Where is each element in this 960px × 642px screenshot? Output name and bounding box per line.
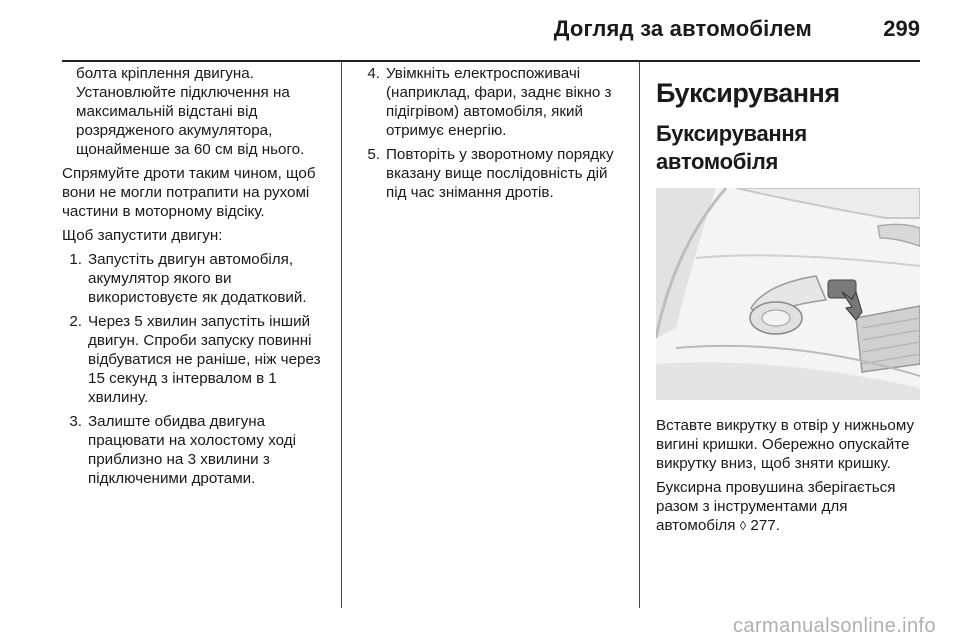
step-text: Повторіть у зворотному порядку вказану вище послідовність дій під час знімання дротів.	[386, 146, 614, 201]
list-item	[62, 312, 334, 407]
step-number: 4.	[367, 65, 380, 82]
step-text: Через 5 хвилин запустіть інший двигун. Спроби запуску повинні відбуватися не раніше, ніж через 15 секунд з інтервалом в 1 хвилину.	[88, 313, 321, 406]
list-item	[62, 250, 334, 307]
list-item	[356, 145, 630, 202]
towing-eye-paragraph	[656, 478, 922, 535]
page-reference-icon: ◊	[739, 518, 747, 533]
list-item	[356, 64, 630, 140]
text-column-3	[656, 70, 922, 540]
bumper-drawing	[656, 188, 920, 400]
page-header-title: Догляд за автомобілем	[553, 16, 812, 41]
start-steps-list	[62, 250, 334, 488]
step-number: 3.	[69, 413, 82, 430]
watermark: carmanualsonline.info	[733, 615, 936, 637]
header-rule	[62, 60, 920, 62]
page-reference-number[interactable]: 277.	[750, 517, 780, 534]
page-number: 299	[883, 16, 920, 41]
section-subheading: Буксирування автомобіля	[656, 121, 807, 174]
remove-cover-paragraph: Вставте викрутку в отвір у нижньому вигині кришки. Обережно опускайте викрутку вниз, щоб зняти кришку.	[656, 417, 915, 472]
car-bumper-illustration	[656, 188, 920, 400]
text-column-2	[356, 64, 630, 207]
column-divider-1	[341, 62, 342, 608]
towing-eye-text: Буксирна провушина зберігається разом з інструментами для автомобіля	[656, 479, 896, 534]
step-number: 1.	[69, 251, 82, 268]
start-intro-paragraph: Щоб запустити двигун:	[62, 227, 223, 244]
step-number: 2.	[69, 313, 82, 330]
continuation-paragraph: болта кріплення двигуна. Установлюйте підключення на максимальній відстані від розрядженого акумулятора, щонайменше за 60 см від нього.	[76, 65, 305, 158]
column-divider-2	[639, 62, 640, 608]
wiring-paragraph: Спрямуйте дроти таким чином, щоб вони не могли потрапити на рухомі частини в моторному відсіку.	[62, 165, 316, 220]
step-text: Увімкніть електроспоживачі (наприклад, фари, заднє вікно з підігрівом) автомобіля, який отримує енергію.	[386, 65, 612, 139]
continued-steps-list	[356, 64, 630, 202]
step-text: Залиште обидва двигуна працювати на холостому ході приблизно на 3 хвилини з підключеними дротами.	[88, 413, 296, 487]
list-item	[62, 412, 334, 488]
step-text: Запустіть двигун автомобіля, акумулятор якого ви використовуєте як додатковий.	[88, 251, 307, 306]
section-heading: Буксирування	[656, 78, 840, 108]
text-column-1	[62, 64, 334, 493]
step-number: 5.	[367, 146, 380, 163]
